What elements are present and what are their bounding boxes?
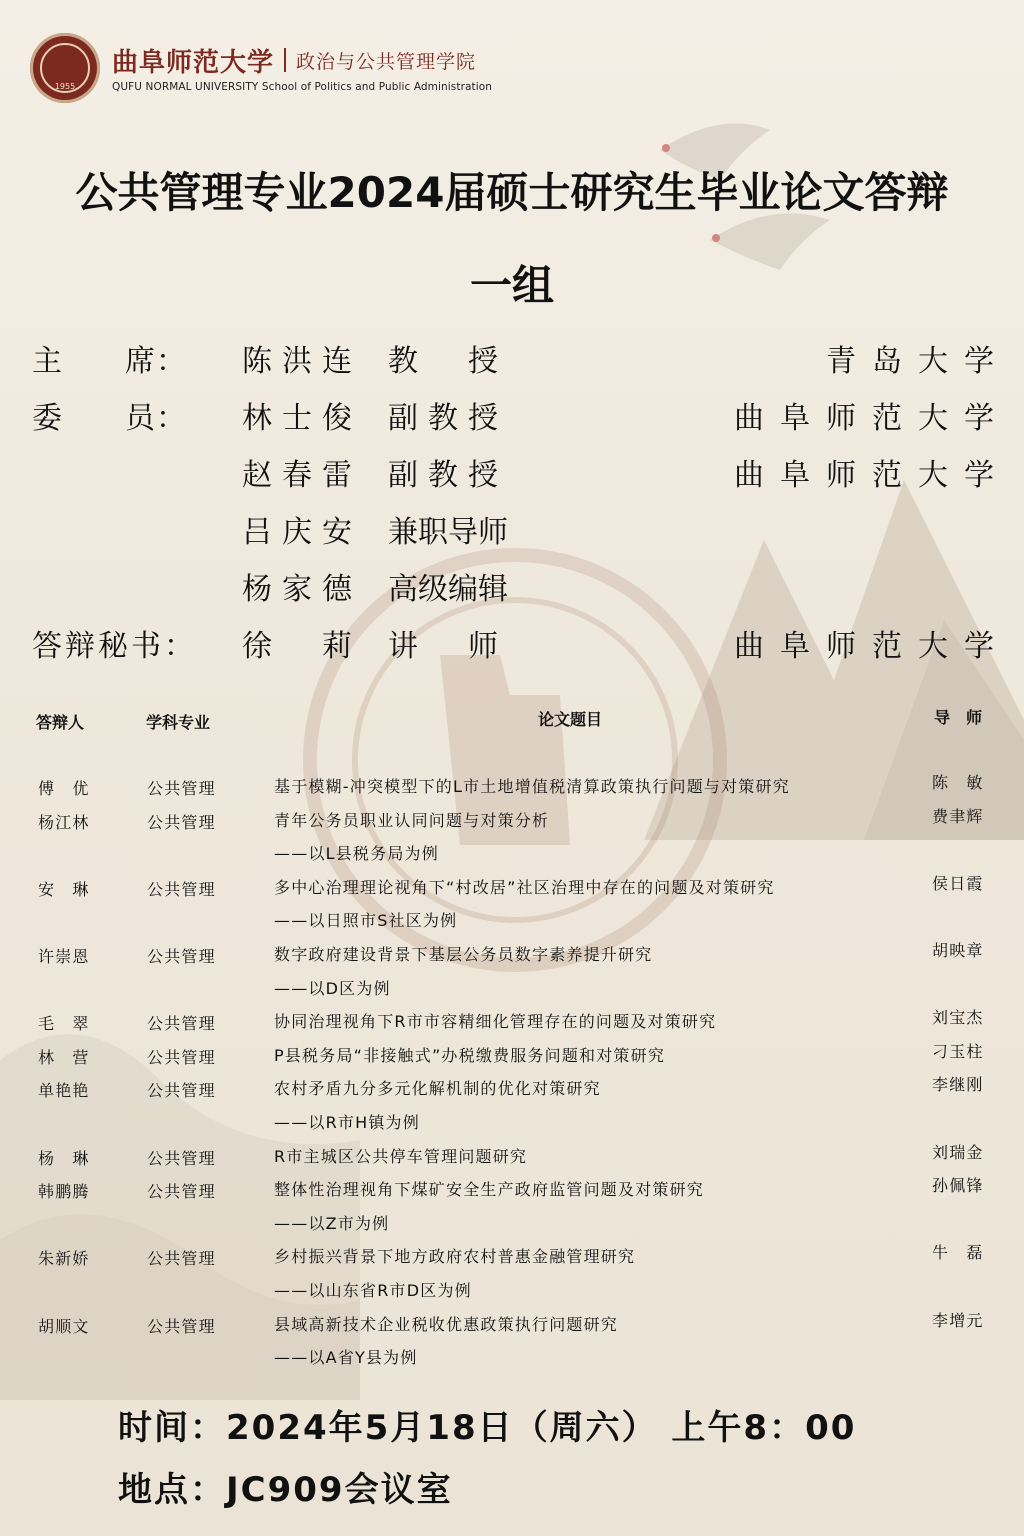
table-cell-advisor: 刘宝杰	[932, 1008, 984, 1028]
school-name-en: QUFU NORMAL UNIVERSITY School of Politics and Public Administration	[112, 81, 493, 93]
committee-name: 陈洪连	[242, 344, 362, 379]
committee-name: 杨家德	[242, 572, 362, 607]
divider	[284, 48, 286, 72]
committee-institution: 曲阜师范大学	[734, 629, 1010, 664]
table-cell-title: 多中心治理理论视角下“村改居”社区治理中存在的问题及对策研究	[274, 877, 775, 897]
table-cell-major: 公共管理	[147, 779, 216, 798]
committee-name: 吕庆安	[242, 515, 362, 550]
committee-title: 副教授	[388, 458, 508, 493]
table-cell-student: 杨江林	[38, 812, 90, 832]
page-title: 公共管理专业2024届硕士研究生毕业论文答辩	[75, 168, 949, 217]
table-cell-title: 县域高新技术企业税收优惠政策执行问题研究	[274, 1314, 619, 1334]
committee-title: 兼职导师	[388, 515, 508, 550]
school-name: 政治与公共管理学院	[296, 50, 477, 73]
brand-block	[112, 43, 492, 93]
committee-institution: 曲阜师范大学	[734, 458, 1010, 493]
table-cell-subtitle: ——以R市H镇为例	[274, 1113, 420, 1132]
table-cell-title: 基于模糊-冲突模型下的L市土地增值税清算政策执行问题与对策研究	[274, 777, 790, 796]
committee-title: 讲 师	[388, 629, 508, 664]
table-header-advisor: 导 师	[934, 708, 983, 727]
university-name: 曲阜师范大学	[112, 47, 275, 78]
committee-title: 副教授	[388, 401, 508, 436]
committee-title: 高级编辑	[388, 572, 508, 607]
table-cell-student: 杨 琳	[38, 1148, 90, 1168]
table-cell-student: 安 琳	[38, 879, 90, 899]
table-cell-title: 农村矛盾九分多元化解机制的优化对策研究	[274, 1079, 601, 1099]
table-cell-student: 毛 翠	[38, 1014, 90, 1034]
table-cell-advisor: 侯日霞	[932, 873, 984, 893]
table-cell-title: P县税务局“非接触式”办税缴费服务问题和对策研究	[274, 1045, 666, 1065]
table-cell-major: 公共管理	[147, 1249, 216, 1269]
table-cell-advisor: 费聿辉	[932, 806, 984, 826]
table-cell-advisor: 李继刚	[932, 1075, 984, 1095]
table-cell-major: 公共管理	[147, 1014, 216, 1034]
table-cell-student: 韩鹏腾	[38, 1182, 90, 1202]
table-header-major: 学科专业	[146, 713, 211, 732]
table-cell-major: 公共管理	[147, 879, 216, 899]
table-cell-major: 公共管理	[147, 947, 216, 966]
logo-year: 1955	[54, 82, 76, 91]
table-cell-title: 乡村振兴背景下地方政府农村普惠金融管理研究	[274, 1247, 636, 1267]
committee-title: 教 授	[388, 344, 508, 379]
table-cell-title: 整体性治理视角下煤矿安全生产政府监管问题及对策研究	[274, 1180, 705, 1200]
committee-role: 委 员：	[32, 401, 187, 436]
table-cell-title: 青年公务员职业认同问题与对策分析	[274, 810, 550, 830]
committee-role: 答辩秘书：	[32, 629, 197, 664]
table-cell-major: 公共管理	[147, 1047, 216, 1067]
table-cell-subtitle: ——以L县税务局为例	[274, 844, 439, 864]
committee-role: 主 席：	[32, 344, 187, 379]
table-cell-advisor: 刁玉柱	[932, 1041, 984, 1061]
table-cell-student: 单艳艳	[38, 1081, 90, 1101]
defense-time: 时间：2024年5月18日（周六） 上午8：00	[118, 1408, 857, 1448]
table-cell-subtitle: ——以D区为例	[274, 978, 391, 998]
table-header-student: 答辩人	[36, 713, 85, 732]
table-cell-student: 许崇恩	[38, 947, 90, 966]
table-cell-advisor: 陈 敏	[932, 773, 984, 792]
table-cell-student: 胡顺文	[38, 1316, 90, 1336]
table-cell-advisor: 胡映章	[932, 941, 984, 960]
university-logo	[30, 33, 100, 103]
header	[30, 30, 492, 106]
table-cell-title: 协同治理视角下R市市容精细化管理存在的问题及对策研究	[274, 1012, 717, 1032]
table-cell-major: 公共管理	[147, 1316, 216, 1336]
committee-institution: 青岛大学	[826, 344, 1010, 379]
table-cell-student: 傅 优	[38, 779, 90, 798]
table-cell-advisor: 李增元	[932, 1310, 984, 1330]
table-cell-advisor: 孙佩锋	[932, 1176, 984, 1196]
table-cell-title: 数字政府建设背景下基层公务员数字素养提升研究	[274, 945, 653, 964]
committee-name: 林士俊	[242, 401, 362, 436]
table-cell-subtitle: ——以Z市为例	[274, 1213, 390, 1233]
table-cell-subtitle: ——以A省Y县为例	[274, 1348, 418, 1368]
committee-institution: 曲阜师范大学	[734, 401, 1010, 436]
table-cell-subtitle: ——以山东省R市D区为例	[274, 1281, 472, 1300]
defense-place: 地点：JC909会议室	[118, 1470, 453, 1510]
committee-name: 赵春雷	[242, 458, 362, 493]
committee-name: 徐 莉	[242, 629, 362, 664]
table-cell-subtitle: ——以日照市S社区为例	[274, 911, 458, 931]
table-cell-student: 朱新娇	[38, 1249, 90, 1269]
page-subtitle-group: 一组	[469, 261, 554, 310]
table-cell-advisor: 牛 磊	[932, 1243, 984, 1263]
table-cell-major: 公共管理	[147, 1081, 216, 1101]
table-header-title: 论文题目	[538, 710, 603, 729]
table-cell-student: 林 营	[38, 1047, 90, 1067]
table-cell-title: R市主城区公共停车管理问题研究	[274, 1146, 528, 1166]
table-cell-major: 公共管理	[147, 1182, 216, 1202]
table-cell-advisor: 刘瑞金	[932, 1142, 984, 1162]
table-cell-major: 公共管理	[147, 812, 216, 832]
table-cell-major: 公共管理	[147, 1148, 216, 1168]
